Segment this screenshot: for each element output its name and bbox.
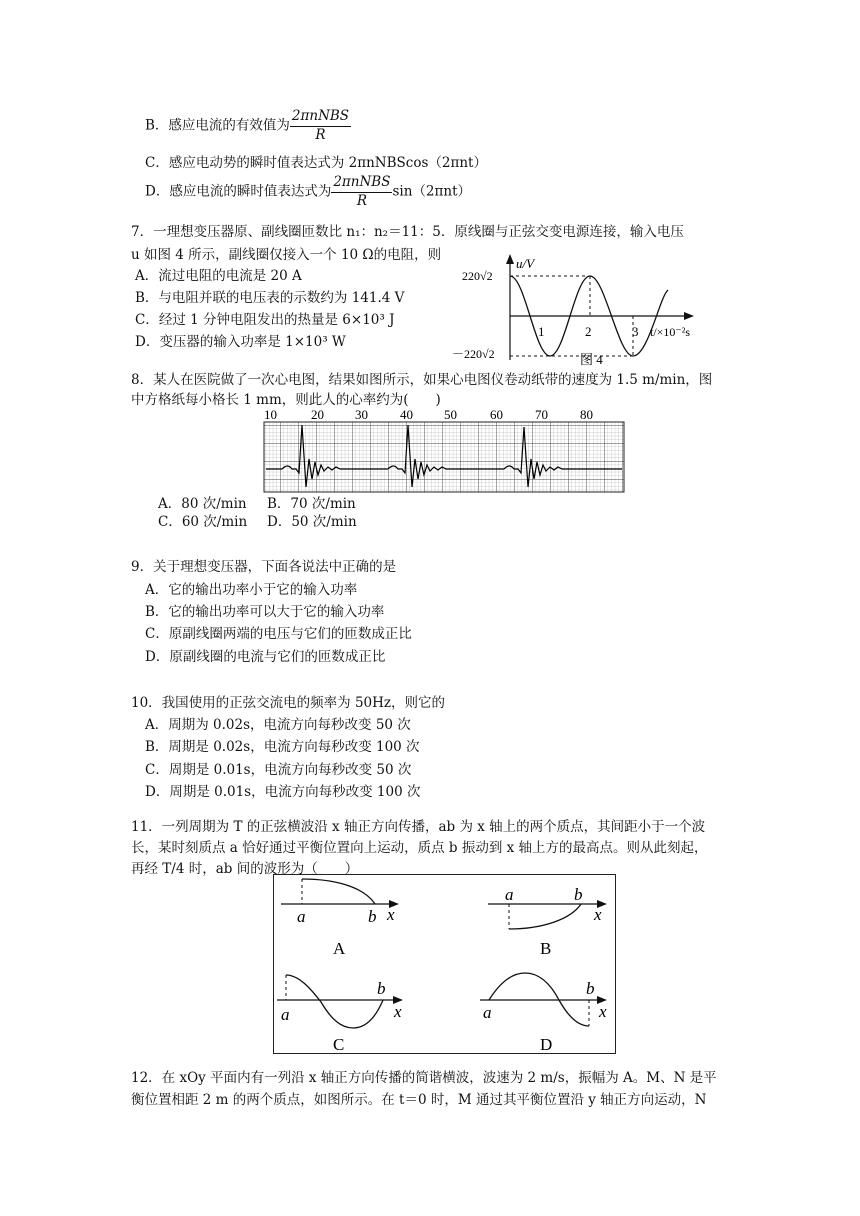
- q8-option-b: B．70 次/min: [267, 496, 356, 512]
- q7-voltage-figure: [450, 250, 710, 370]
- q11-a-point-b: b: [368, 907, 377, 926]
- q10-option-a: A．周期为 0.02s，电流方向每秒改变 50 次: [145, 717, 411, 733]
- q11-choice-d-graph: [480, 973, 607, 1054]
- q11-b-point-a: a: [505, 885, 514, 904]
- q11-waveform-figure: [273, 874, 616, 1054]
- q8-option-a: A．80 次/min: [158, 496, 247, 512]
- q6-b-denominator: R: [315, 126, 326, 143]
- q7-figure-caption: 图 4: [580, 352, 603, 367]
- q12-stem-line2: 衡位置相距 2 m 的两个质点，如图所示。在 t＝0 时，M 通过其平衡位置沿 y 轴正方向运动，N: [131, 1092, 707, 1108]
- q8-tick: 10: [264, 407, 277, 422]
- q7-y-arrow-icon: [506, 254, 514, 264]
- q7-xlabel: t/×10⁻²s: [650, 325, 691, 339]
- q7-ylabel: u/V: [516, 256, 535, 271]
- q6-option-b-text: B．感应电流的有效值为: [145, 117, 290, 134]
- q11-a-x-label: x: [387, 905, 395, 924]
- q8-tick: 80: [580, 407, 593, 422]
- q11-a-wave: [302, 879, 375, 904]
- q7-x-arrow-icon: [684, 312, 694, 320]
- q8-tick: 60: [490, 407, 503, 422]
- q6-b-numerator: 2πnNBS: [290, 110, 351, 127]
- q11-d-point-a: a: [483, 1003, 492, 1022]
- q6-d-numerator: 2πnNBS: [331, 176, 392, 193]
- q11-stem-line3: 再经 T/4 时，ab 间的波形为（ ）: [131, 861, 359, 877]
- q9-option-a: A．它的输出功率小于它的输入功率: [145, 582, 358, 598]
- q9-option-d: D．原副线圈的电流与它们的匝数成正比: [145, 649, 386, 665]
- q10-option-d: D．周期是 0.01s，电流方向每秒改变 100 次: [145, 784, 421, 800]
- q7-option-d: D．变压器的输入功率是 1×10³ W: [135, 334, 346, 350]
- q11-choice-b-label: B: [540, 939, 552, 958]
- q11-choice-c-label: C: [333, 1035, 345, 1054]
- q7-option-a: A．流过电阻的电流是 20 A: [135, 268, 302, 284]
- q6-d-denominator: R: [356, 192, 367, 209]
- q11-b-wave: [509, 904, 581, 929]
- q11-stem-line2: 长，某时刻质点 a 恰好通过平衡位置向上运动，质点 b 振动到 x 轴上方的最高点。则从此刻起，: [131, 840, 708, 856]
- q8-tick: 20: [311, 407, 324, 422]
- q11-c-point-a: a: [281, 1005, 290, 1024]
- q8-ecg-figure: [262, 407, 626, 495]
- q11-choice-b-graph: [488, 885, 607, 958]
- q10-option-c: C．周期是 0.01s，电流方向每秒改变 50 次: [145, 762, 412, 778]
- q11-choice-c-graph: [277, 975, 403, 1054]
- q12-stem-line1: 12．在 xOy 平面内有一列沿 x 轴正方向传播的简谐横波，波速为 2 m/s，振幅为 A。M、N 是平: [131, 1070, 717, 1086]
- q8-option-c: C．60 次/min: [158, 514, 248, 530]
- q8-tick: 50: [444, 407, 457, 422]
- q10-stem: 10．我国使用的正弦交流电的频率为 50Hz，则它的: [131, 695, 446, 711]
- q8-scale-ticks: [264, 407, 593, 422]
- q11-choice-d-label: D: [540, 1035, 553, 1054]
- q6-option-b-fraction: [290, 110, 351, 142]
- q11-b-x-label: x: [594, 905, 602, 924]
- q8-tick: 70: [535, 407, 548, 422]
- q6-option-d: [145, 176, 471, 208]
- q6-option-d-fraction: [331, 176, 392, 208]
- q8-stem-line2: 中方格纸每小格长 1 mm，则此人的心率约为( ): [131, 392, 441, 408]
- q11-b-point-b: b: [574, 885, 583, 904]
- q8-option-d: D．50 次/min: [267, 514, 357, 530]
- q11-a-point-a: a: [297, 907, 306, 926]
- q7-tick-1: 1: [538, 324, 545, 339]
- q9-option-c: C．原副线圈两端的电压与它们的匝数成正比: [145, 626, 412, 642]
- q8-grid-paper: [264, 422, 624, 492]
- q11-stem-line1: 11．一列周期为 T 的正弦横波沿 x 轴正方向传播，ab 为 x 轴上的两个质点，其间距小于一个波: [131, 819, 706, 835]
- q8-tick: 40: [400, 407, 413, 422]
- q9-option-b: B．它的输出功率可以大于它的输入功率: [145, 604, 385, 620]
- q11-d-point-b: b: [586, 979, 595, 998]
- q7-ybottom-label: －220√2: [452, 347, 495, 361]
- q11-c-x-label: x: [394, 1002, 402, 1021]
- q11-d-x-label: x: [599, 1002, 607, 1021]
- q8-tick: 30: [355, 407, 368, 422]
- q7-stem-line1: 7．一理想变压器原、副线圈匝数比 n₁：n₂＝11：5．原线圈与正弦交变电源连接，输入电压: [131, 224, 684, 240]
- q8-stem-line1: 8．某人在医院做了一次心电图，结果如图所示，如果心电图仪卷动纸带的速度为 1.5 m/min，图: [131, 372, 713, 388]
- q7-option-b: B．与电阻并联的电压表的示数约为 141.4 V: [135, 290, 405, 306]
- q7-option-c: C．经过 1 分钟电阻发出的热量是 6×10³ J: [135, 312, 395, 328]
- q11-choice-a-graph: [281, 879, 399, 958]
- q11-c-point-b: b: [377, 979, 386, 998]
- q7-tick-3: 3: [632, 324, 639, 339]
- q7-stem-line2: u 如图 4 所示，副线圈仅接入一个 10 Ω的电阻，则: [131, 247, 442, 263]
- q10-option-b: B．周期是 0.02s，电流方向每秒改变 100 次: [145, 739, 420, 755]
- q6-option-d-text: D．感应电流的瞬时值表达式为: [145, 183, 332, 200]
- q11-figure-frame: [274, 875, 616, 1054]
- q6-option-c: C．感应电动势的瞬时值表达式为 2πnNBScos（2πnt）: [145, 155, 487, 171]
- q6-option-d-tail: sin（2πnt）: [392, 183, 471, 200]
- q11-c-wave: [286, 975, 383, 1028]
- q11-choice-a-label: A: [333, 939, 346, 958]
- q6-option-b: [145, 110, 351, 142]
- q9-stem: 9．关于理想变压器，下面各说法中正确的是: [131, 559, 397, 575]
- q7-tick-2: 2: [585, 324, 592, 339]
- q7-ytop-label: 220√2: [462, 269, 493, 283]
